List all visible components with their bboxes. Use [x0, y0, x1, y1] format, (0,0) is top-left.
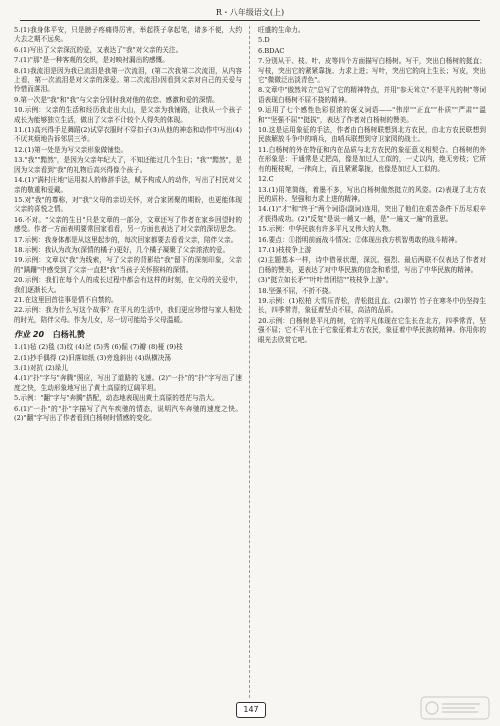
- left-column: [14, 26, 242, 424]
- answer-paragraph: 10.这是运用象征的手法，作者由白杨树联想到北方农民，由北方农民联想到民族解放斗争中的哨兵，由哨兵联想到守卫家园的战士。: [258, 126, 486, 144]
- answer-paragraph: 8.(1)我流泪是因为我已流泪是我第一次流泪，(第二次我第二次流泪，从内容上看，第一次流泪是对父亲的深爱。第二次流泪)因看到父亲对自己的关爱与怜惜而落泪。: [14, 66, 242, 94]
- answer-paragraph: 18.示例：我认为改为(深情的橘子)更好，几个橘子凝聚了父亲浓浓的爱。: [14, 245, 230, 254]
- answer-paragraph: 18.坚强不屈，不折不挠。: [258, 286, 336, 295]
- answer-paragraph: 7.分别从干、枝、叶、皮等四个方面描写白杨树。写干，突出白杨树的挺直；写枝，突出它的紧紧靠拢、力求上进；写叶，突出它的向上生长；写皮，突出它"微微泛出淡青色"。: [258, 57, 486, 85]
- answer-paragraph: 旺盛的生命力。: [258, 26, 305, 34]
- page-number: 147: [236, 702, 266, 718]
- answer-paragraph: 5.D: [258, 36, 270, 45]
- page-header: [20, 6, 480, 21]
- answer-paragraph: 12.(1)第一处是为写父亲形象做铺垫。: [14, 145, 128, 154]
- answer-paragraph: 7.(1)"那"是一种客观的交织，是对映衬漏出的感慨。: [14, 56, 169, 65]
- answer-paragraph: 17.(1)枝枝争上游: [258, 245, 312, 254]
- right-answers: [258, 26, 486, 345]
- section-heading: [14, 329, 242, 340]
- answer-paragraph: 2.(1)抄手偶得 (2)旧落如纸 (3)旁逸斜出 (4)纵横决荡: [14, 353, 172, 362]
- answer-paragraph: 14.(1)"才"和"终于"两个词语(副词)连用，突出了他们在艰苦条件下历尽艰辛才获得成功。(2)"反复"是说一趟又一趟，是"一遍又一遍"的意思。: [258, 205, 486, 223]
- answer-paragraph: 16.要点：①指明前面战斗情况；②体现出我方机智勇敢的战斗精神。: [258, 235, 462, 244]
- answer-paragraph: 21.在这里回首往事是情不自禁的。: [14, 295, 118, 304]
- answer-paragraph: 6.(1)写出了父亲深沉的爱，又表达了"我"对父亲的关注。: [14, 45, 183, 54]
- answer-paragraph: (2)主题基本一样，诗中借景状理，深沉、强烈、最后两联不仅表达了作者对白杨的赞美，更表达了对中华民族的信念和希望，写出了中华民族的精神。: [258, 256, 486, 274]
- section-answers: [14, 343, 242, 423]
- answer-paragraph: 19.示例：(1)松柏 大雪压青松，青松挺且直。(2)翠竹 竹子在寒冬中仍坚持生长，四季常青，象征着坚贞不屈，高洁的品质。: [258, 296, 486, 315]
- answer-paragraph: 15.示例：中华民族有许多平凡又伟大的人物。: [258, 225, 395, 234]
- answer-paragraph: 1.(1)毡 (2)毯 (3)纹 (4)岔 (5)秀 (6)倔 (7)瓣 (8)桠 (9)枝: [14, 343, 183, 352]
- answer-paragraph: 12.C: [258, 175, 274, 184]
- column-divider: [249, 26, 250, 698]
- answer-paragraph: (3)"挺立如长矛""叶叶昔团结""枝枝争上游"。: [258, 276, 393, 285]
- section-number: 作业 20: [14, 330, 45, 340]
- answer-paragraph: 16.不对。"父亲的生日"只是文章的一部分，文章还写了作者在家乡回望时的感受。作者一方面表明要常回家看看，另一方面也表达了对父亲的深切思念。: [14, 215, 242, 234]
- section-name: 白杨礼赞: [52, 330, 85, 340]
- answer-paragraph: 8.文章中"傲然耸立"总写了它的精神特点，并用"参天耸立"不是平凡的树"等词语表现白杨树不屈不挠的精神。: [258, 86, 486, 104]
- answer-paragraph: 13."我""黯然"，是因为父亲年纪大了，不知还能过几个生日；"我""黯然"，是因为父亲看到"我"的礼物后高兴得像个孩子。: [14, 156, 242, 174]
- answer-paragraph: 20.示例：白杨树是平凡的树，它的平凡体现在它生长在北方，四季常青，坚强不屈；它不平凡在于它象征着北方农民，象征着中华民族的精神。你用你的眼光去欣赏它吧。: [258, 316, 486, 344]
- answer-paragraph: 13.(1)用笔简练，着墨不多，写出白杨树傲然挺立的风姿。(2)表现了北方农民的质朴、坚强和力求上进的精神。: [258, 185, 486, 203]
- answer-paragraph: 5.(1)我身体平安，只是膀子疼痛得厉害，举起筷子拿起笔，诸多不便，大约大去之期不远矣。: [14, 26, 242, 44]
- answer-paragraph: 11.(1)高兴得手足舞蹈(2)试穿衣服时不穿扣子(3)从他的神态和动作中写出(4)不厌其烦地告诉邻居三爷。: [14, 126, 242, 144]
- answer-paragraph: 3.(1)对抗 (2)垛儿: [14, 364, 69, 372]
- answer-paragraph: 15.对"我"的尊称，对"我"父母的亲切关怀，对合家团聚的期盼，也更能体现父亲的喜悦之情。: [14, 195, 242, 214]
- answer-paragraph: 6.BDAC: [258, 46, 285, 55]
- header-title: R・八年级语文(上): [215, 8, 285, 17]
- watermark-logo: [420, 696, 490, 720]
- answer-paragraph: 5.示例："翻"字与"奔腾"搭配，动态地表现出黄土高原的苍茫与浩大。: [14, 394, 219, 403]
- right-column: [258, 26, 486, 346]
- answer-paragraph: 22.示例：我为什么写这个故事？在平凡的生活中，我们更应珍惜与家人相处的时光，陪伴父母。作为儿女，尽一切可能给予父母温暖。: [14, 306, 242, 324]
- answer-paragraph: 11.白杨树的外在特征和内在品质与北方农民的象征意义相契合。白杨树的外在形象是：干通常是丈把高，像是加过人工似的，一丈以内，绝无旁枝；它所有的桠枝呢，一律向上，而且紧紧靠拢，也像是加过人工似的。: [258, 145, 486, 173]
- answer-paragraph: 20.示例：我们在每个人的成长过程中都会有这样的时刻，在父母的关爱中，我们逐渐长大。: [14, 276, 242, 294]
- answer-paragraph: 17.示例：我身体都是从这里起步的，每次回家都要去看看父亲，陪伴父亲。: [14, 235, 238, 244]
- answer-paragraph: 14.(1)"满村庄地"运用拟人的修辞手法，赋予构成人的动作，写出了村民对父亲的敬重和爱戴。: [14, 176, 242, 194]
- answer-paragraph: 6.(1)"一扑"的"扑"字描写了汽车疾驰的情态，说明汽车奔驰的速度之快。(2)"翻"字写出了作者看到白杨树时情感的变化。: [14, 404, 242, 423]
- left-answers: [14, 26, 242, 325]
- answer-paragraph: 9.运用了七个感性色彩很浓的褒义词语——"伟岸""正直""朴质""严肃""温和""坚强不屈""挺拔"，表达了作者对白杨树的赞美。: [258, 106, 486, 124]
- answer-paragraph: 10.示例：父亲的生活和经历我走出大山，是父亲为我铺路，让我从一个孩子成长为能够独立生活，做出了父亲不计较个人得失的体现。: [14, 106, 242, 124]
- answer-paragraph: 9.第一次是"我"和"我"与父亲分别时我对他的依恋、感激和爱的深情。: [14, 95, 219, 104]
- answer-paragraph: 4.(1)"扑"字与"奔腾"照应，写出了道路的飞速。(2)"一扑"的"扑"字写出了速度之快，生动形象地写出了黄土高原的辽阔平坦。: [14, 374, 242, 392]
- answer-paragraph: 19.示例：文章以"我"为线索，写了父亲的背影给"我"留下的深刻印象，父亲的"蹒跚"中感受到了父亲一直把"我"当孩子关怀照料的深情。: [14, 256, 242, 274]
